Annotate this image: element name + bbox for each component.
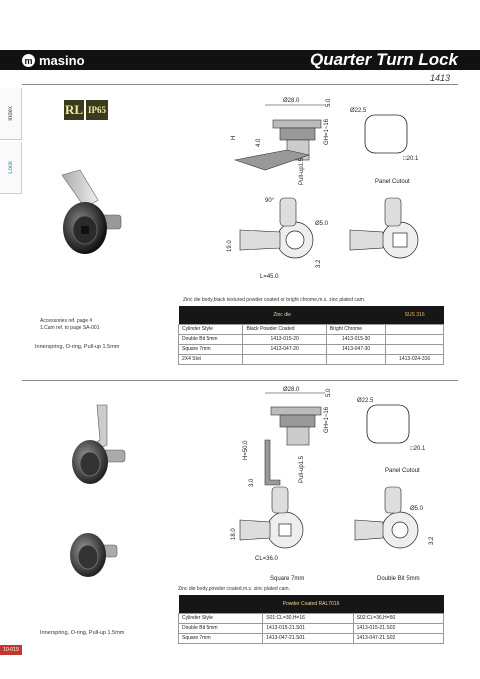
col-header: Black Powder Coated [243, 324, 326, 334]
table-cell: 1413-015-20 [243, 334, 326, 344]
dim2-d5: Ø5.0 [410, 506, 424, 512]
order-table-1 [178, 306, 444, 365]
col-header: S01:CL=30,H=16 [263, 613, 353, 623]
lock-photo-1 [40, 160, 135, 270]
dim-d28: Ø28.0 [283, 98, 300, 104]
header-powder: Powder Coated RAL7016 [282, 600, 340, 607]
dim2-h32: 3.2 [429, 536, 435, 545]
dim-h32: 3.2 [316, 259, 322, 268]
table-cell: Square 7mm [179, 344, 243, 354]
table-cell: 1413-015-21.S02 [353, 623, 443, 633]
front-view-drawing-1 [225, 190, 440, 285]
table-cell: Double Bit 5mm [179, 334, 243, 344]
lock-photo-2 [55, 400, 135, 500]
table-cell: 1413-015-30 [326, 334, 385, 344]
dim-h19: 19.0 [227, 240, 233, 252]
accessories-ref: Accessories ref. page # [40, 318, 93, 324]
table-cell [386, 344, 444, 354]
table-header [179, 306, 444, 324]
side-view-drawing-1 [225, 95, 345, 190]
rl-badge: RL [64, 100, 84, 120]
table-cell [326, 354, 385, 364]
table-cell: 1413-047-21.S01 [263, 633, 353, 643]
dim-gh: GH=1~16 [324, 118, 330, 145]
brand-mark-icon: m [22, 54, 35, 67]
tab-lock-label: Lock [7, 161, 14, 174]
table-row [179, 623, 444, 633]
table-header [179, 595, 444, 613]
table-cell [386, 334, 444, 344]
cam-ref-page[interactable]: SA-001 [82, 325, 100, 331]
dim-h5: 5.0 [326, 98, 332, 107]
table-cell [243, 354, 326, 364]
dim2-pull: Pull-up1.5 [299, 455, 305, 483]
finish-note-1: Zinc die body,black textured powder coated or bright chrome,m.s. zinc plated cam. [183, 297, 366, 303]
dim-pull: Pull-up1.5 [299, 157, 305, 185]
dim2-h18: 18.0 [231, 528, 237, 540]
dim-l45: L=45.0 [260, 274, 279, 280]
tab-index-label: Index [7, 106, 14, 121]
dim2-cl: CL=36.0 [255, 556, 278, 562]
col-header [386, 324, 444, 334]
table-cell: 1413-047-20 [243, 344, 326, 354]
tab-index[interactable] [0, 88, 22, 140]
features-2: Innerspring, O-ring, Pull-up 1.5mm [40, 630, 125, 636]
table-cell: Double Bit 5mm [179, 623, 263, 633]
col-header: Bright Chrome [326, 324, 385, 334]
table-cell: 1413-047-30 [326, 344, 385, 354]
dim-deg90: 90° [265, 198, 275, 204]
dim-d5: Ø5.0 [315, 221, 329, 227]
brand-name: masino [39, 53, 85, 68]
panel-cutout-drawing-2 [345, 390, 440, 480]
header-divider [22, 84, 458, 85]
table-row [179, 324, 444, 334]
dim2-h3: 3.0 [249, 478, 255, 487]
dim-h4: 4.0 [256, 138, 262, 147]
dim2-gh: GH=1~16 [324, 406, 330, 433]
tab-lock[interactable] [0, 142, 22, 194]
dim2-h50: H=50.0 [243, 440, 249, 460]
col-header: Cylinder Style [179, 324, 243, 334]
label-double-bit-5mm: Double Bit 5mm [377, 576, 420, 582]
dim2-d28: Ø28.0 [283, 387, 300, 393]
dim2-h5: 5.0 [326, 388, 332, 397]
section-divider [22, 380, 458, 381]
table-row [179, 334, 444, 344]
features-1: Innerspring, O-ring, Pull-up 1.5mm [35, 344, 120, 350]
col-header: Cylinder Style [179, 613, 263, 623]
order-table-2 [178, 595, 444, 644]
table-cell: 1413-015-21.S01 [263, 623, 353, 633]
panel-cutout-caption-2: Panel Cutout [385, 468, 420, 474]
finish-note-2: Zinc die body,powder coated,m.s. zinc plated cam. [178, 586, 290, 592]
table-cell: 1413-024-316 [386, 354, 444, 364]
cam-ref [40, 325, 100, 331]
table-cell: 2X4 Slot [179, 354, 243, 364]
table-cell: Square 7mm [179, 633, 263, 643]
panel-cutout-caption: Panel Cutout [375, 179, 410, 185]
model-number: 1413 [429, 73, 450, 83]
page-number: 10-019 [0, 645, 22, 655]
front-view-drawing-2 [225, 485, 440, 585]
table-row [179, 354, 444, 364]
dim2-d225: Ø22.5 [357, 398, 374, 404]
page-header [0, 50, 480, 70]
brand-logo [22, 53, 85, 68]
col-header: S02:CL=36,H=50 [353, 613, 443, 623]
dim-d225: Ø22.5 [350, 108, 367, 114]
page-title: Quarter Turn Lock [310, 50, 458, 69]
dim-sq: □20.1 [403, 156, 419, 162]
dim2-sq: □20.1 [410, 446, 426, 452]
table-cell: 1413-047-21.S02 [353, 633, 443, 643]
header-sus: SUS 316 [404, 311, 425, 318]
side-view-drawing-2 [225, 385, 345, 485]
table-row [179, 613, 444, 623]
ip65-badge: IP65 [86, 100, 108, 120]
table-row [179, 633, 444, 643]
lock-photo-3 [60, 520, 130, 585]
table-row [179, 344, 444, 354]
cam-ref-label: 1.Cam ref. to page [40, 325, 82, 331]
label-square-7mm: Square 7mm [270, 576, 305, 582]
dim-h: H [231, 135, 237, 140]
panel-cutout-drawing-1 [345, 100, 440, 190]
header-zinc: Zinc die [273, 311, 291, 318]
